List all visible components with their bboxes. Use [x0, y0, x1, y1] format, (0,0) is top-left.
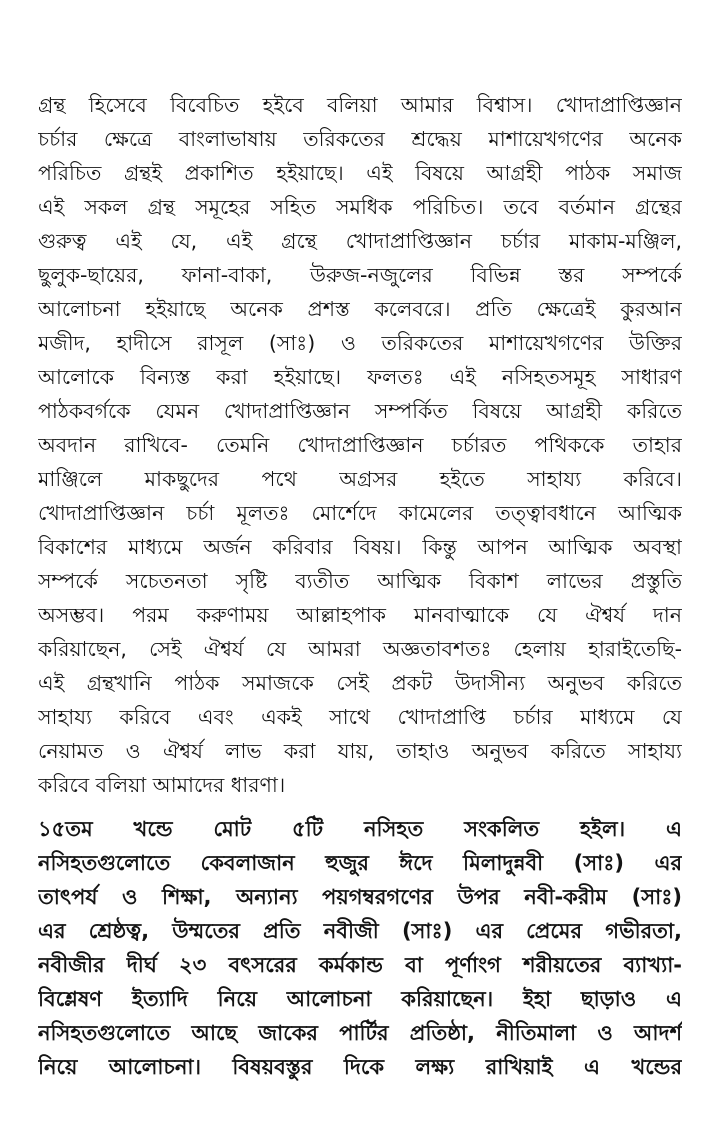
text-line: অবদান রাখিবে- তেমনি খোদাপ্রাপ্তিজ্ঞান চর্চারত পথিককে তাহার — [38, 433, 682, 457]
text-line: গুরুত্ব এই যে, এই গ্রন্থে খোদাপ্রাপ্তিজ্ঞান চর্চার মাকাম-মঞ্জিল, — [38, 229, 682, 253]
text-line: খোদাপ্রাপ্তিজ্ঞান চর্চা মূলতঃ মোর্শেদে কামেলের তত্ত্বাবধানে আত্মিক — [38, 501, 682, 525]
text-line: করিবে বলিয়া আমাদের ধারণা। — [38, 773, 286, 797]
text-line: এই সকল গ্রন্থ সমূহের সহিত সমধিক পরিচিত। তবে বর্তমান গ্রন্থের — [38, 195, 682, 219]
text-line: নবীজীর দীর্ঘ ২৩ বৎসরের কর্মকান্ড বা পূর্ণাংগ শরীয়তের ব্যাখ্যা- — [38, 953, 682, 977]
text-line: করিয়াছেন, সেই ঐশ্বর্য যে আমরা অজ্ঞতাবশতঃ হেলায় হারাইতেছি- — [38, 637, 682, 661]
text-line: এর শ্রেষ্ঠত্ব, উম্মতের প্রতি নবীজী (সাঃ) এর প্রেমের গভীরতা, — [38, 919, 682, 943]
text-line: অসম্ভব। পরম করুণাময় আল্লাহপাক মানবাত্মাকে যে ঐশ্বর্য দান — [38, 603, 682, 627]
text-line: নসিহতগুলোতে কেবলাজান হুজুর ঈদে মিলাদুন্নবী (সাঃ) এর — [38, 851, 682, 875]
text-line: পাঠকবর্গকে যেমন খোদাপ্রাপ্তিজ্ঞান সম্পর্কিত বিষয়ে আগ্রহী করিতে — [38, 399, 682, 423]
text-line: বিশ্লেষণ ইত্যাদি নিয়ে আলোচনা করিয়াছেন। ইহা ছাড়াও এ — [38, 987, 682, 1011]
text-line: ছুলুক-ছায়ের, ফানা-বাকা, উরুজ-নজুলের বিভিন্ন স্তর সম্পর্কে — [38, 263, 682, 287]
text-line: ১৫তম খন্ডে মোট ৫টি নসিহত সংকলিত হইল। এ — [38, 817, 682, 841]
text-line: আলোচনা হইয়াছে অনেক প্রশস্ত কলেবরে। প্রতি ক্ষেত্রেই কুরআন — [38, 297, 682, 321]
text-line: মাঞ্জিলে মাকছুদের পথে অগ্রসর হইতে সাহায্য করিবে। — [38, 467, 682, 491]
text-line: এই গ্রন্থখানি পাঠক সমাজকে সেই প্রকট উদাসীন্য অনুভব করিতে — [38, 671, 682, 695]
text-line: সাহায্য করিবে এবং একই সাথে খোদাপ্রাপ্তি চর্চার মাধ্যমে যে — [38, 705, 682, 729]
text-line: নসিহতগুলোতে আছে জাকের পার্টির প্রতিষ্ঠা, নীতিমালা ও আদর্শ — [38, 1021, 682, 1045]
text-line: তাৎপর্য ও শিক্ষা, অন্যান্য পয়গম্বরগণের উপর নবী-করীম (সাঃ) — [38, 885, 682, 909]
text-line: চর্চার ক্ষেত্রে বাংলাভাষায় তরিকতের শ্রদ্ধেয় মাশায়েখগণের অনেক — [38, 127, 682, 151]
text-line: আলোকে বিন্যস্ত করা হইয়াছে। ফলতঃ এই নসিহতসমূহ সাধারণ — [38, 365, 682, 389]
text-line: মজীদ, হাদীসে রাসূল (সাঃ) ও তরিকতের মাশায়েখগণের উক্তির — [38, 331, 682, 355]
text-line: নেয়ামত ও ঐশ্বর্য লাভ করা যায়, তাহাও অনুভব করিতে সাহায্য — [38, 739, 682, 763]
text-line: সম্পর্কে সচেতনতা সৃষ্টি ব্যতীত আত্মিক বিকাশ লাভের প্রস্তুতি — [38, 569, 682, 593]
text-line: নিয়ে আলোচনা। বিষয়বস্তুর দিকে লক্ষ্য রাখিয়াই এ খন্ডের — [38, 1055, 682, 1079]
text-line: পরিচিত গ্রন্থই প্রকাশিত হইয়াছে। এই বিষয়ে আগ্রহী পাঠক সমাজ — [38, 161, 682, 185]
text-line: গ্রন্থ হিসেবে বিবেচিত হইবে বলিয়া আমার বিশ্বাস। খোদাপ্রাপ্তিজ্ঞান — [38, 93, 682, 117]
text-line: বিকাশের মাধ্যমে অর্জন করিবার বিষয়। কিন্তু আপন আত্মিক অবস্থা — [38, 535, 682, 559]
